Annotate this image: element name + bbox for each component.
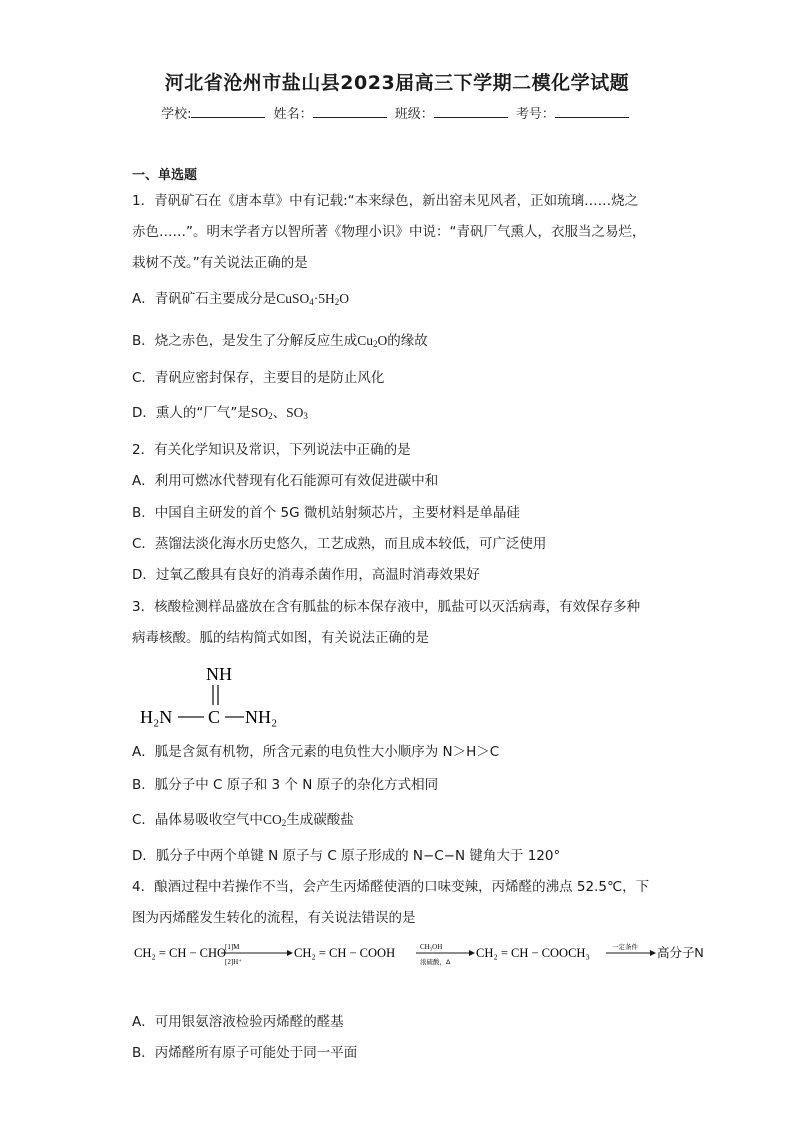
q4-stem-line1: 4．酿酒过程中若操作不当，会产生丙烯醛使酒的口味变辣，丙烯醛的沸点 52.5℃，下 xyxy=(132,879,650,895)
flow-arrow3-top: 一定条件 xyxy=(612,944,638,951)
school-blank xyxy=(191,104,265,118)
flow-product: 高分子N xyxy=(657,946,704,960)
student-info-line xyxy=(0,103,794,122)
name-label: 姓名： xyxy=(273,107,313,122)
page-title: 河北省沧州市盐山县2023届高三下学期二模化学试题 xyxy=(164,72,630,94)
struct-c: C xyxy=(208,707,221,727)
school-label: 学校: xyxy=(161,107,192,122)
formula-cuso4-5h2o: $CuSO_4\cdot 5H_2O$ xyxy=(276,291,350,307)
q3-option-d: D．胍分子中两个单键 N 原子与 C 原子形成的 N−C−N 键角大于 120° xyxy=(132,848,561,864)
q3-option-a: A．胍是含氮有机物，所含元素的电负性大小顺序为 N＞H＞C xyxy=(132,744,500,760)
formula-so3: $SO_3$ xyxy=(286,405,308,421)
q1-stem-line2: 赤色……”。明末学者方以智所著《物理小识》中说：“青矾厂气熏人，衣服当之易烂， xyxy=(132,224,646,240)
number-blank xyxy=(555,104,629,118)
q2-option-b: B．中国自主研发的首个 5G 微机站射频芯片，主要材料是单晶硅 xyxy=(132,505,520,521)
formula-cu2o: $Cu_2O$ xyxy=(357,333,388,349)
q3-option-b: B．胍分子中 C 原子和 3 个 N 原子的杂化方式相同 xyxy=(132,777,439,793)
q1-option-c: C．青矾应密封保存，主要目的是防止风化 xyxy=(132,370,385,386)
number-label: 考号： xyxy=(515,107,555,122)
q1-option-d: D．熏人的“厂气”是$SO_2$、$SO_3$ xyxy=(132,405,308,421)
flow-arrow3-head xyxy=(650,950,656,956)
q1-option-b: B．烧之赤色，是发生了分解反应生成$Cu_2O$的缘故 xyxy=(132,333,428,349)
q3-stem-line1: 3．核酸检测样品盛放在含有胍盐的标本保存液中，胍盐可以灭活病毒，有效保存多种 xyxy=(132,599,641,615)
struct-nh2: NH₂ xyxy=(245,707,278,727)
flow-arrow2-bottom: 浓硫酸，Δ xyxy=(420,959,451,966)
guanidine-structure xyxy=(140,660,300,728)
class-blank xyxy=(434,104,508,118)
flow-arrow1-bottom: [2]H⁺ xyxy=(225,958,242,966)
q3-stem-line2: 病毒核酸。胍的结构简式如图，有关说法正确的是 xyxy=(132,630,429,646)
q2-option-c: C．蒸馏法淡化海水历史悠久，工艺成熟，而且成本较低，可广泛使用 xyxy=(132,536,547,552)
q1-option-a: A．青矾矿石主要成分是$CuSO_4\cdot 5H_2O$ xyxy=(132,291,350,307)
flow-arrow2-top: CH₃OH xyxy=(420,943,443,951)
flow-arrow1-head xyxy=(287,950,293,956)
class-label: 班级： xyxy=(394,107,434,122)
q1-stem-line1: 1．青矾矿石在《唐本草》中有记载:“本来绿色，新出窑未见风者，正如琉璃……烧之 xyxy=(132,193,639,209)
formula-so2: $SO_2$ xyxy=(250,405,273,421)
q4-option-a: A．可用银氨溶液检验丙烯醛的醛基 xyxy=(132,1014,344,1030)
flow-arrow2-head xyxy=(469,950,475,956)
q2-stem: 2．有关化学知识及常识，下列说法中正确的是 xyxy=(132,442,411,458)
reaction-flow-diagram xyxy=(134,938,734,978)
name-blank xyxy=(313,104,387,118)
q4-option-b: B．丙烯醛所有原子可能处于同一平面 xyxy=(132,1045,358,1061)
section-heading: 一、单选题 xyxy=(132,168,198,183)
struct-h2n: H₂N xyxy=(140,707,173,727)
q4-stem-line2: 图为丙烯醛发生转化的流程，有关说法错误的是 xyxy=(132,910,416,926)
q2-option-a: A．利用可燃冰代替现有化石能源可有效促进碳中和 xyxy=(132,473,439,489)
q2-option-d: D．过氧乙酸具有良好的消毒杀菌作用，高温时消毒效果好 xyxy=(132,567,480,583)
q3-option-c: C．晶体易吸收空气中$CO_2$生成碳酸盐 xyxy=(132,812,354,828)
flow-acrylic-acid: CH₂ = CH − COOH xyxy=(294,946,396,960)
flow-methyl-acrylate: CH₂ = CH − COOCH₃ xyxy=(476,946,590,960)
flow-acrolein: CH₂ = CH − CHO xyxy=(134,946,227,960)
formula-co2: $CO_2$ xyxy=(262,812,287,828)
flow-arrow1-top: [1]M xyxy=(225,943,240,951)
q1-stem-line3: 栽树不茂。”有关说法正确的是 xyxy=(132,255,308,271)
struct-nh: NH xyxy=(206,664,232,684)
